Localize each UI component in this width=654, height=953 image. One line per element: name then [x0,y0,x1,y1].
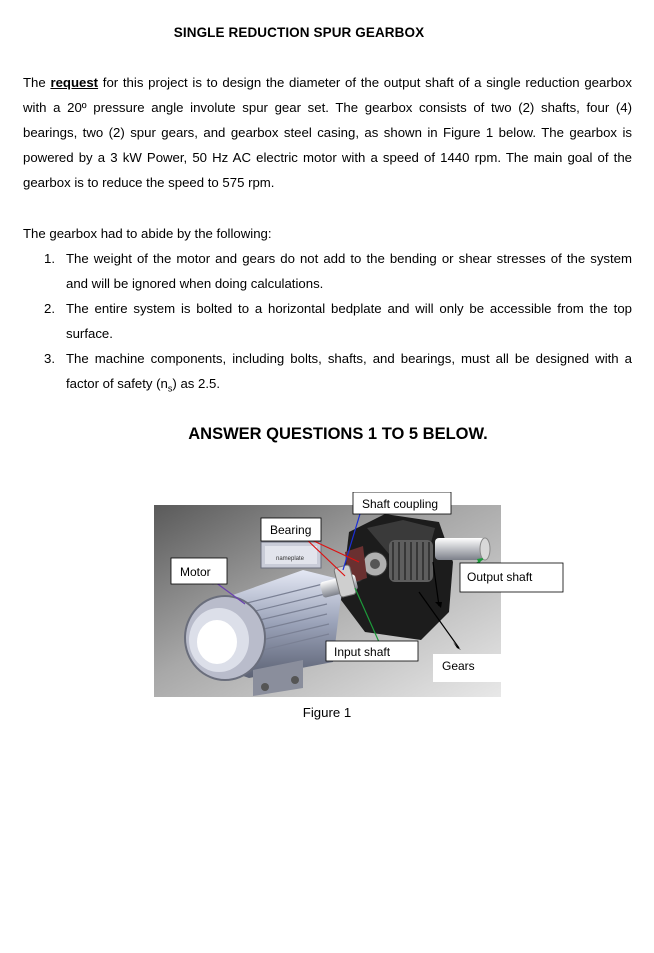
output-shaft-label: Output shaft [467,570,533,584]
svg-text:nameplate: nameplate [276,556,305,562]
list-item-text-end: ) as 2.5. [172,376,221,391]
list-item-number: 1. [44,251,55,266]
gearbox-illustration [153,492,564,697]
motor-label: Motor [180,565,211,579]
requirements-list [23,246,632,402]
figure-caption: Figure 1 [302,705,352,720]
list-intro: The gearbox had to abide by the following: [23,226,272,241]
list-item-number: 3. [44,351,55,366]
shaft-coupling-label: Shaft coupling [362,497,439,511]
label-motor [171,558,227,584]
list-item [23,346,632,402]
label-output-shaft [460,563,563,592]
list-item-text: The machine components, including bolts, shafts, and bearings, must all be designed with a factor of safety (n [66,351,632,391]
output-shaft-part [435,538,490,560]
gears-label: Gears [442,659,475,673]
label-input-shaft [326,641,418,661]
label-bearing [261,518,321,541]
document-title: SINGLE REDUCTION SPUR GEARBOX [173,25,425,40]
answers-heading: ANSWER QUESTIONS 1 TO 5 BELOW. [188,425,488,443]
gearbox-housing [341,514,453,640]
input-shaft-label: Input shaft [334,645,391,659]
request-emphasis: request [50,75,99,90]
label-shaft-coupling [353,492,451,514]
list-item-text: The weight of the motor and gears do not add to the bending or shear stresses of the system and will be ignored when doing calculations. [66,251,632,291]
list-item [23,246,632,296]
intro-paragraph [23,70,632,195]
intro-after: for this project is to design the diameter of the output shaft of a single reduction gearbox with a 20º pressure angle involute spur gear set. The gearbox consists of two (2) shafts, four (4) bearings, two (2) spur gears, and gearbox steel casing, as shown in Figure 1 below. The gearbox is powered by a 3 kW Power, 50 Hz AC electric motor with a speed of 1440 rpm. The main goal of the gearbox is to reduce the speed to 575 rpm. [23,75,632,190]
safety-factor-subscript: s [167,383,173,394]
label-gears [433,654,501,682]
list-item [23,296,632,346]
bearing-label: Bearing [270,523,312,537]
intro-before: The [23,75,51,90]
list-item-text: The entire system is bolted to a horizontal bedplate and will only be accessible from the top surface. [66,301,632,341]
gearbox-figure [153,492,564,697]
list-item-number: 2. [44,301,55,316]
